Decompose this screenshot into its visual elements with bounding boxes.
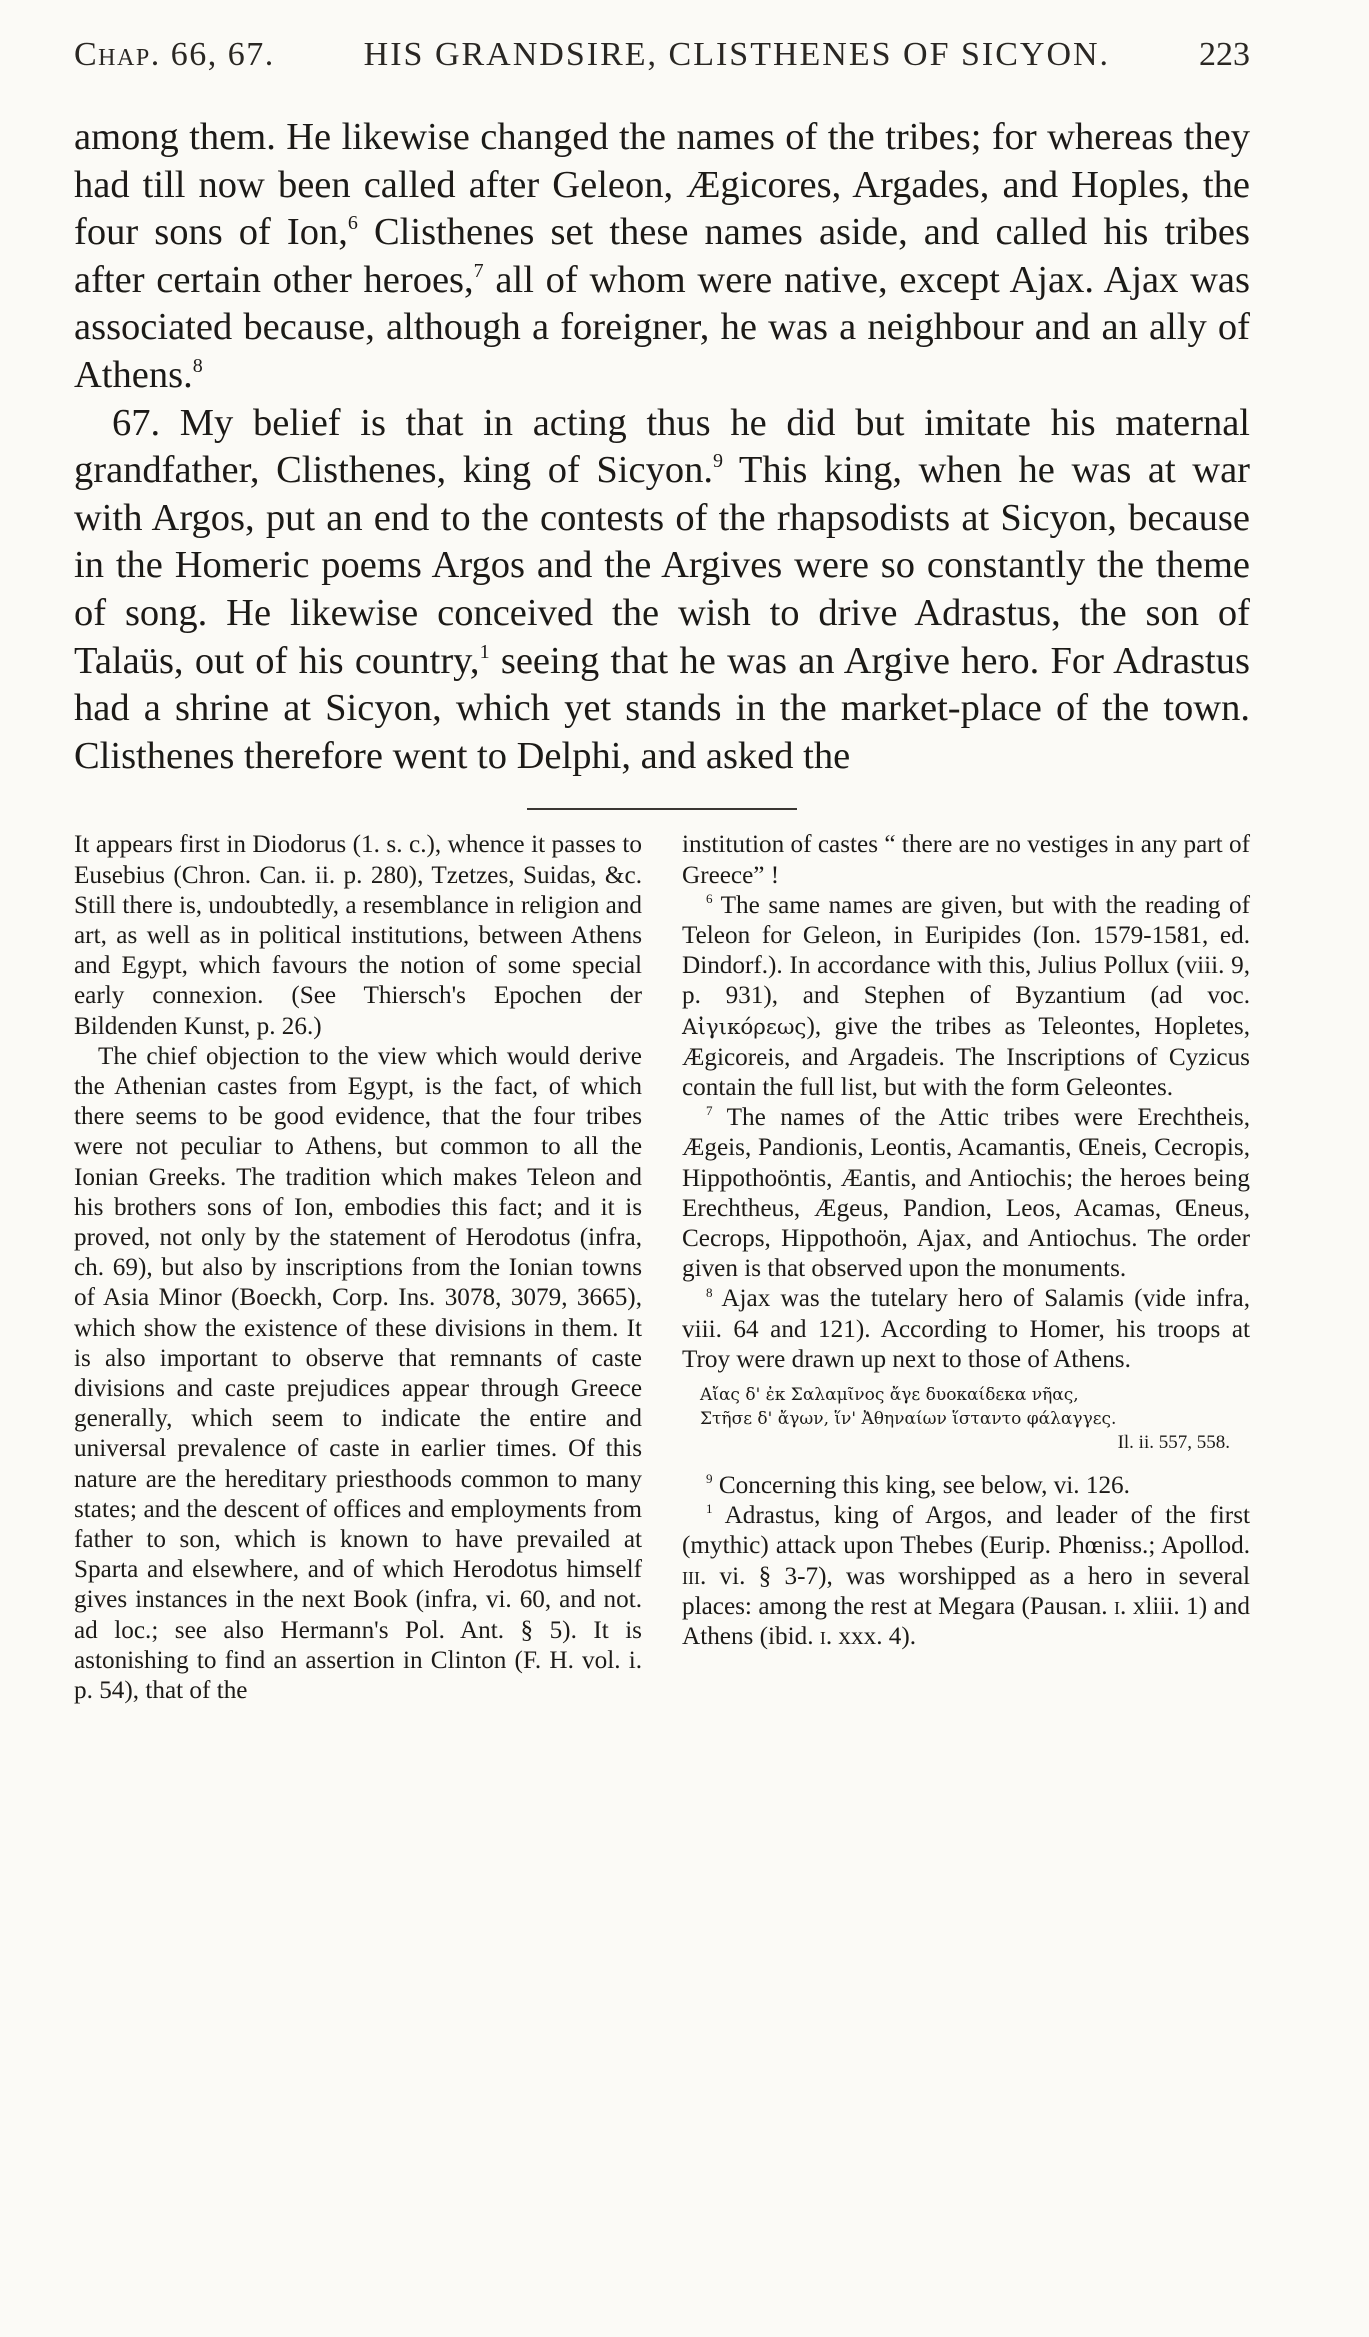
page-number: 223 — [1199, 36, 1250, 73]
paragraph-continuation: among them. He likewise changed the names of the tribes; for whereas they had till now been called after Geleon, Ægicores, Argades, and Hoples, the four sons of Ion,$^6$ Clisthenes set these names aside, and called his tribes after certain other heroes,$^7$ all of whom were native, except Ajax. Ajax was associated because, although a foreigner, he was a neighbour and an ally of Athens.$^8$ — [74, 116, 1251, 396]
footnote-ref-9[interactable]: 9 — [712, 450, 723, 473]
running-head — [74, 36, 1250, 88]
main-text — [74, 114, 1250, 780]
greek-citation: Il. ii. 557, 558. — [1117, 1431, 1230, 1453]
footnote-continuation: It appears first in Diodorus (1. s. c.), whence it passes to Eusebius (Chron. Can. ii. p. 280), Tzetzes, Suidas, &c. Still there is, undoubtedly, a resemblance in religion and art, as well as in political institutions, between Athens and Egypt, which favours the notion of some special early connexion. (See Thiersch's Epochen der Bildenden Kunst, p. 26.) — [74, 831, 642, 1040]
footnote-paragraph: The chief objection to the view which would derive the Athenian castes from Egypt, is the fact, of which there seems to be good evidence, that the four tribes were not peculiar to Athens, but common to all the Ionian Greeks. The tradition which makes Teleon and his brothers sons of Ion, embodies this fact; and it is proved, not only by the statement of Herodotus (infra, ch. 69), but also by inscriptions from the Ionian towns of Asia Minor (Boeckh, Corp. Ins. 3078, 3079, 3665), which show the existence of these divisions in them. It is also important to observe that remnants of caste divisions and caste prejudices appear through Greece generally, which seem to indicate the entire and universal prevalence of caste in earlier times. Of this nature are the hereditary priesthoods common to many states; and the descent of offices and employments from father to son, which is known to have prevailed at Sparta and elsewhere, and of which Herodotus himself gives instances in the next Book (infra, vi. 60, and not. ad loc.; see also Hermann's Pol. Ant. § 5). It is astonishing to find an assertion in Clinton (F. H. vol. i. p. 54), that of the — [74, 1042, 642, 1704]
footnote-continuation-right: institution of castes “ there are no vestiges in any part of Greece” ! — [682, 831, 1250, 889]
greek-line-1: Αἴας δ' ἐκ Σαλαμῖνος ἄγε δυοκαίδεκα νῆας, — [700, 1384, 1079, 1405]
footnote-ref-7[interactable]: 7 — [473, 259, 484, 282]
footnotes — [74, 830, 1250, 1706]
footnotes-left-column — [74, 830, 642, 1706]
footnote-ref-1[interactable]: 1 — [479, 640, 490, 663]
paragraph-67: 67. My belief is that in acting thus he did but imitate his maternal grandfather, Clisthenes, king of Sicyon.$^9$ This king, when he was at war with Argos, put an end to the contests of the rhapsodists at Sicyon, because in the Homeric poems Argos and the Argives were so constantly the theme of song. He likewise conceived the wish to drive Adrastus, the son of Talaüs, out of his country,$^1$ seeing that he was an Argive hero. For Adrastus had a shrine at Sicyon, which yet stands in the market-place of the town. Clisthenes therefore went to Delphi, and asked the — [74, 401, 1250, 777]
footnote-1: $^1$ Adrastus, king of Argos, and leader of the first (mythic) attack upon Thebes (Eurip. Phœniss.; Apollod. iii. vi. § 3-7), was worshipped as a hero in several places: among the rest at Megara (Pausan. i. xliii. 1) and Athens (ibid. i. xxx. 4). — [682, 1501, 1250, 1650]
footnote-8: $^8$ Ajax was the tutelary hero of Salamis (vide infra, viii. 64 and 121). According to Homer, his troops at Troy were drawn up next to those of Athens. — [682, 1284, 1250, 1373]
book-page — [74, 36, 1250, 1706]
footnote-7: $^7$ The names of the Attic tribes were Erechtheis, Ægeis, Pandionis, Leontis, Acamantis, Œneis, Cecropis, Hippothoöntis, Æantis, and Antiochis; the heroes being Erechtheus, Ægeus, Pandion, Leos, Acamas, Œneus, Cecrops, Hippothoön, Ajax, and Antiochus. The order given is that observed upon the monuments. — [682, 1103, 1250, 1283]
running-title: HIS GRANDSIRE, CLISTHENES OF SICYON. — [363, 36, 1111, 73]
footnote-6: $^6$ The same names are given, but with the reading of Teleon for Geleon, in Euripides (Ion. 1579-1581, ed. Dindorf.). In accordance with this, Julius Pollux (viii. 9, p. 931), and Stephen of Byzantium (ad voc. Αἰγικόρεως), give the tribes as Teleontes, Hopletes, Ægicoreis, and Argadeis. The Inscriptions of Cyzicus contain the full list, but with the form Geleontes. — [682, 890, 1250, 1101]
footnotes-right-column — [682, 830, 1250, 1706]
footnote-ref-6[interactable]: 6 — [347, 212, 358, 235]
greek-line-2: Στῆσε δ' ἄγων, ἵν' Ἀθηναίων ἵσταντο φάλαγγες. — [700, 1408, 1117, 1429]
footnote-ref-8[interactable]: 8 — [192, 354, 203, 377]
chapter-reference: Chap. 66, 67. — [74, 36, 275, 73]
greek-quotation — [700, 1383, 1250, 1455]
footnote-9: $^9$ Concerning this king, see below, vi. 126. — [706, 1471, 1130, 1499]
footnote-divider — [527, 808, 797, 810]
